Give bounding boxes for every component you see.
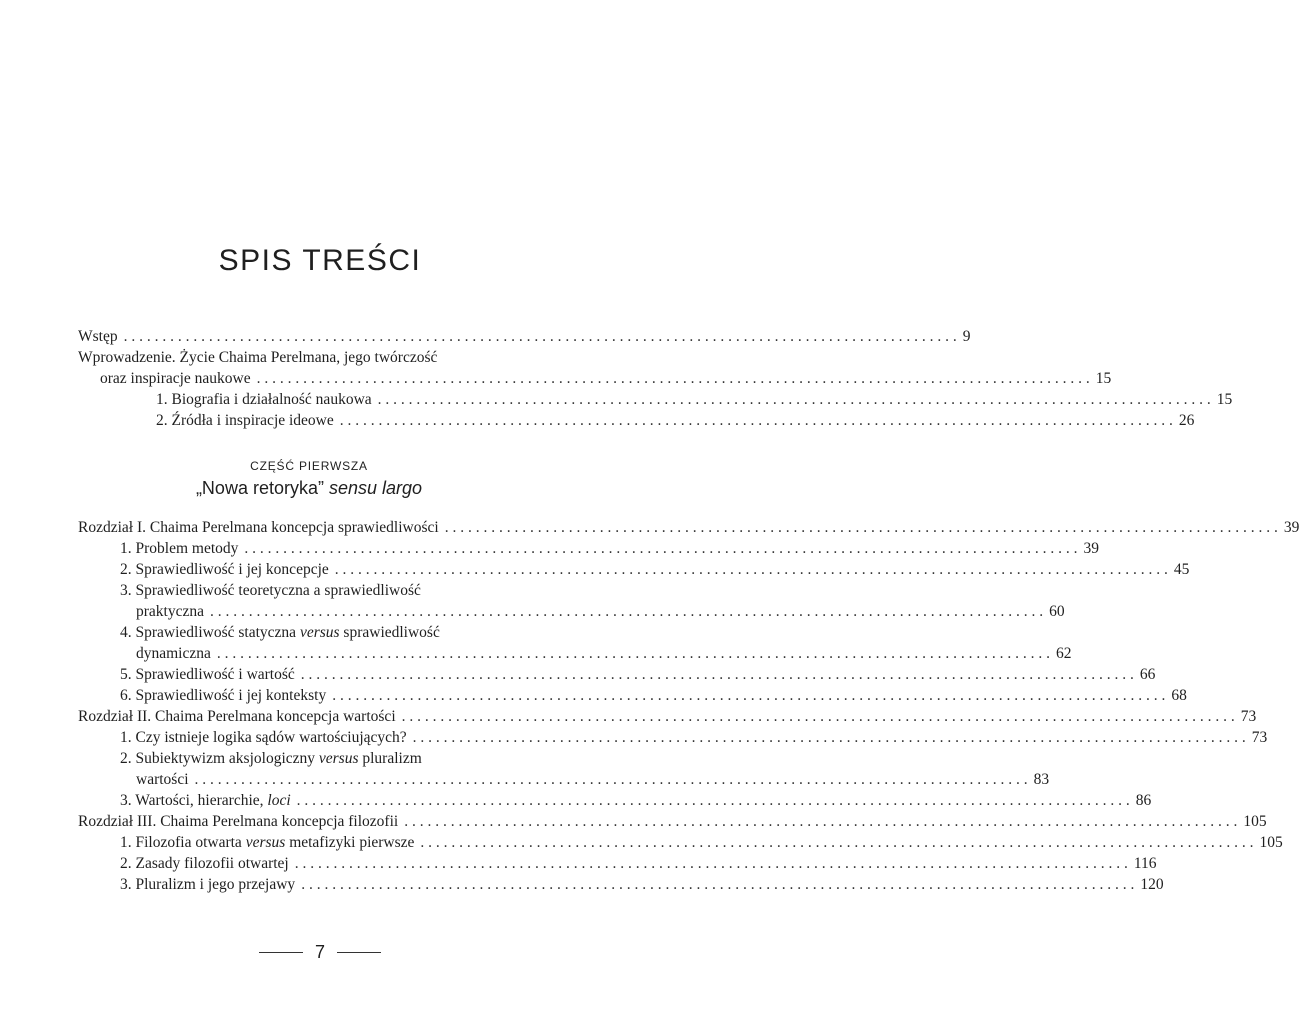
toc-page-number: 83: [1033, 771, 1050, 788]
toc-entry-text: 1. Biografia i działalność naukowa: [156, 391, 372, 408]
toc-entry: [78, 622, 540, 643]
toc-entry: [78, 517, 1299, 538]
toc-entry: [78, 368, 1112, 389]
toc-entry-italic: versus: [318, 750, 359, 767]
toc-entry-title: [136, 601, 204, 622]
toc-page-number: 66: [1139, 666, 1156, 683]
toc-entry-text: 2. Zasady filozofii otwartej: [120, 855, 289, 872]
toc-entry-text: 3. Pluralizm i jego przejawy: [120, 876, 296, 893]
toc-entry: [78, 601, 1065, 622]
toc-entry-text: Wstęp: [78, 328, 118, 345]
toc-entry-text: 3. Sprawiedliwość teoretyczna a sprawiedliwość: [120, 582, 421, 599]
toc-entry-title: [120, 685, 326, 706]
dot-leader: [297, 790, 1130, 811]
dot-leader: [335, 559, 1168, 580]
toc-entry: [78, 769, 1050, 790]
toc-entry-title: [120, 624, 440, 641]
dot-leader: [124, 326, 957, 347]
toc-entry-title: [120, 832, 414, 853]
toc-entry-title: [156, 410, 334, 431]
toc-page-number: 26: [1178, 412, 1195, 429]
dot-leader: [402, 706, 1235, 727]
front-matter-entries: [78, 326, 1233, 431]
toc-entry-text: Rozdział II. Chaima Perelmana koncepcja wartości: [78, 708, 396, 725]
toc-entry-text: 1. Filozofia otwarta: [120, 834, 246, 851]
toc-entry: [78, 347, 540, 368]
dot-leader: [413, 727, 1246, 748]
toc-entry-italic: versus: [299, 624, 340, 641]
dot-leader: [378, 389, 1211, 410]
toc-entry: [78, 538, 1100, 559]
toc-page-number: 68: [1171, 687, 1187, 704]
dot-leader: [301, 664, 1134, 685]
toc-entry: [78, 832, 1283, 853]
toc-page-number: 9: [962, 328, 971, 345]
table-of-contents: [78, 326, 1299, 895]
part-heading: [78, 457, 540, 501]
toc-entry-italic: loci: [267, 792, 291, 809]
toc-entry: [78, 643, 1072, 664]
toc-entry-text: 4. Sprawiedliwość statyczna: [120, 624, 300, 641]
footer-rule-right: [337, 952, 381, 953]
toc-entry-text-after: pluralizm: [358, 750, 422, 767]
toc-entry-text: oraz inspiracje naukowe: [100, 370, 251, 387]
toc-entry-title: [120, 582, 421, 599]
dot-leader: [332, 685, 1165, 706]
toc-entry: [78, 706, 1257, 727]
toc-page-number: 105: [1259, 834, 1283, 851]
toc-entry-title: [78, 517, 439, 538]
toc-entry-text: Rozdział I. Chaima Perelmana koncepcja sprawiedliwości: [78, 519, 439, 536]
toc-entry-text: 6. Sprawiedliwość i jej konteksty: [120, 687, 327, 704]
toc-entry-text: Rozdział III. Chaima Perelmana koncepcja filozofii: [78, 813, 399, 830]
toc-entry: [78, 811, 1267, 832]
footer-rule-left: [259, 952, 303, 953]
toc-entry-text: dynamiczna: [136, 645, 211, 662]
toc-page-number: 45: [1173, 561, 1190, 578]
toc-entry-text: 5. Sprawiedliwość i wartość: [120, 666, 295, 683]
toc-entry-title: [120, 853, 289, 874]
toc-entry-title: [120, 538, 238, 559]
dot-leader: [301, 874, 1134, 895]
toc-page-number: 62: [1056, 645, 1072, 662]
toc-entry-text-after: sprawiedliwość: [339, 624, 440, 641]
toc-entry-text: 2. Źródła i inspiracje ideowe: [156, 412, 334, 429]
part-title-main: „Nowa retoryka”: [195, 478, 324, 498]
toc-entry: [78, 389, 1233, 410]
dot-leader: [404, 811, 1237, 832]
toc-entry: [78, 580, 540, 601]
toc-entry-title: [120, 664, 295, 685]
toc-page-number: 15: [1216, 391, 1233, 408]
dot-leader: [420, 832, 1253, 853]
toc-entry: [78, 853, 1157, 874]
toc-entry-title: [136, 643, 211, 664]
toc-entry-title: [156, 389, 372, 410]
toc-page-number: 73: [1240, 708, 1257, 725]
toc-entry-text: 1. Czy istnieje logika sądów wartościujących?: [120, 729, 407, 746]
toc-entry-text: Wprowadzenie. Życie Chaima Perelmana, jego twórczość: [78, 349, 438, 366]
toc-entry: [78, 874, 1164, 895]
toc-entry-title: [100, 368, 251, 389]
toc-entry-text: 1. Problem metody: [120, 540, 239, 557]
toc-entry-text: 2. Subiektywizm aksjologiczny: [120, 750, 319, 767]
dot-leader: [217, 643, 1050, 664]
toc-page-number: 60: [1049, 603, 1065, 620]
dot-leader: [210, 601, 1043, 622]
toc-entry-text: wartości: [136, 771, 189, 788]
part-title-italic: sensu largo: [328, 478, 423, 498]
page-title: SPIS TREŚCI: [218, 244, 422, 278]
toc-entry: [78, 559, 1190, 580]
dot-leader: [257, 368, 1090, 389]
part-title: [78, 475, 540, 501]
toc-entry-text: praktyczna: [136, 603, 204, 620]
toc-entry-title: [120, 874, 295, 895]
toc-page-number: 120: [1140, 876, 1164, 893]
dot-leader: [195, 769, 1028, 790]
toc-page-number: 86: [1135, 792, 1152, 809]
toc-page-number: 116: [1133, 855, 1157, 872]
toc-entry-title: [78, 326, 118, 347]
toc-entry-text: 2. Sprawiedliwość i jej koncepcje: [120, 561, 329, 578]
toc-entry-title: [78, 811, 398, 832]
toc-entry: [78, 685, 1187, 706]
toc-page-number: 39: [1283, 519, 1299, 536]
toc-entry: [78, 790, 1152, 811]
toc-entry-title: [78, 706, 396, 727]
toc-page-number: 73: [1251, 729, 1268, 746]
dot-leader: [445, 517, 1278, 538]
toc-entry: [78, 727, 1268, 748]
page-number: 7: [314, 942, 325, 962]
toc-entry-title: [120, 750, 422, 767]
toc-entry-title: [120, 559, 329, 580]
page-footer: [0, 942, 640, 963]
toc-entry-title: [120, 727, 407, 748]
chapter-entries: [78, 517, 1299, 895]
dot-leader: [244, 538, 1077, 559]
toc-entry: [78, 748, 540, 769]
toc-entry-text-after: metafizyki pierwsze: [285, 834, 415, 851]
toc-entry-title: [78, 349, 437, 366]
part-label: CZĘŚĆ PIERWSZA: [250, 459, 368, 473]
toc-page-number: 105: [1243, 813, 1267, 830]
toc-page-number: 39: [1083, 540, 1100, 557]
toc-entry: [78, 410, 1195, 431]
toc-entry: [78, 664, 1156, 685]
toc-page-number: 15: [1095, 370, 1112, 387]
toc-entry: [78, 326, 971, 347]
toc-entry-title: [136, 769, 189, 790]
dot-leader: [340, 410, 1173, 431]
toc-entry-italic: versus: [245, 834, 286, 851]
toc-entry-title: [120, 790, 291, 811]
toc-entry-text: 3. Wartości, hierarchie,: [120, 792, 268, 809]
dot-leader: [295, 853, 1128, 874]
